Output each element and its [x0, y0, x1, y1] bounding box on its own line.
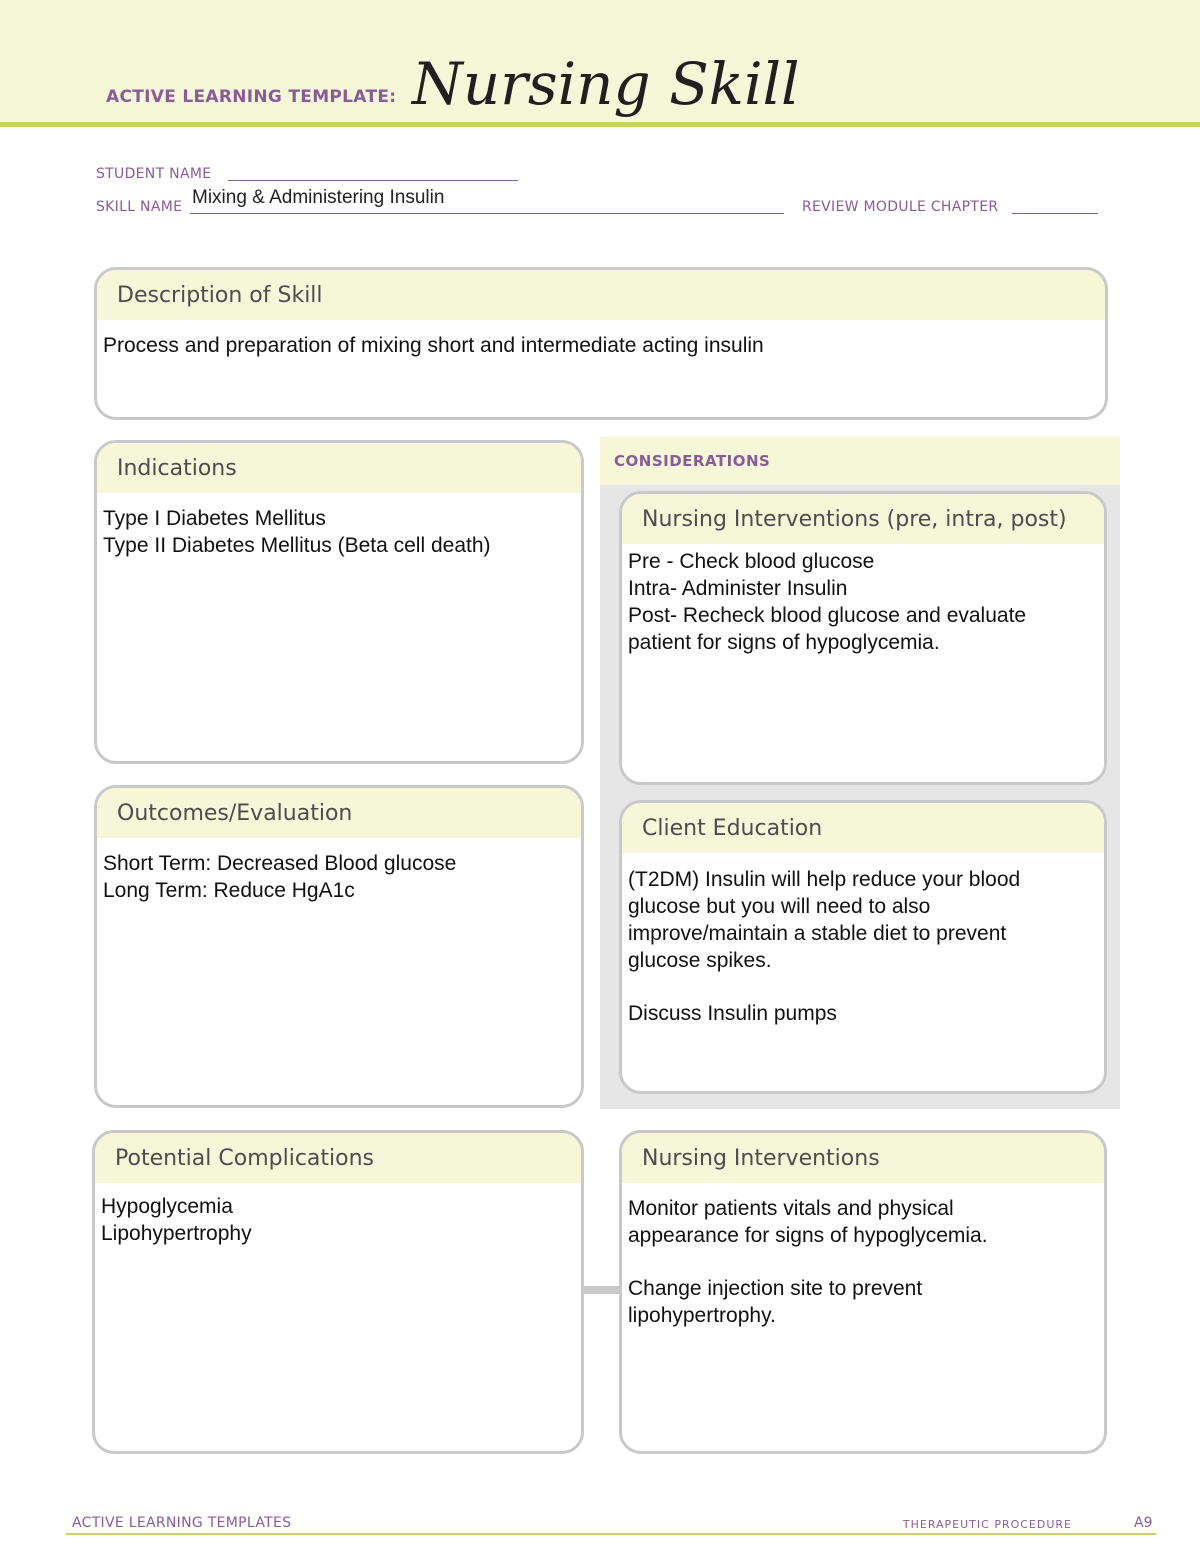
client-education-heading: Client Education	[622, 803, 1104, 853]
nursing-interventions-pip-box	[619, 491, 1107, 785]
text-line: appearance for signs of hypoglycemia.	[628, 1224, 988, 1247]
page-number: A9	[1134, 1515, 1153, 1531]
nursing-interventions-text[interactable]	[622, 1183, 1104, 1329]
complications-heading: Potential Complications	[95, 1133, 581, 1183]
skill-name-field[interactable]	[190, 213, 784, 214]
description-box	[94, 267, 1108, 420]
text-line: Post- Recheck blood glucose and evaluate	[628, 604, 1027, 627]
text-line: Change injection site to prevent	[628, 1277, 923, 1300]
description-text[interactable]	[97, 320, 1105, 359]
text-line: Short Term: Decreased Blood glucose	[103, 852, 457, 875]
footer-template-name: ACTIVE LEARNING TEMPLATES	[72, 1515, 292, 1531]
text-line: Pre - Check blood glucose	[628, 550, 875, 573]
text-line: Type I Diabetes Mellitus	[103, 507, 326, 530]
text-line: Long Term: Reduce HgA1c	[103, 879, 355, 902]
text-line: Lipohypertrophy	[101, 1222, 252, 1245]
header-rule	[0, 122, 1200, 127]
text-line: Monitor patients vitals and physical	[628, 1197, 954, 1220]
review-module-label: REVIEW MODULE CHAPTER	[802, 199, 999, 215]
skill-name-value: Mixing & Administering Insulin	[192, 187, 445, 208]
complications-text[interactable]	[95, 1183, 581, 1247]
client-education-box	[619, 800, 1107, 1094]
indications-heading: Indications	[97, 443, 581, 493]
outcomes-box	[94, 785, 584, 1108]
text-line: Hypoglycemia	[101, 1195, 233, 1218]
text-line: glucose spikes.	[628, 949, 772, 972]
student-name-label: STUDENT NAME	[96, 166, 212, 182]
outcomes-text[interactable]	[97, 838, 581, 904]
nursing-interventions-pip-heading: Nursing Interventions (pre, intra, post)	[622, 494, 1104, 544]
text-line: lipohypertrophy.	[628, 1304, 776, 1327]
footer-rule	[66, 1533, 1156, 1535]
client-education-text[interactable]	[622, 853, 1104, 1027]
footer-section: THERAPEUTIC PROCEDURE	[902, 1518, 1072, 1531]
skill-name-label: SKILL NAME	[96, 199, 183, 215]
indications-box	[94, 440, 584, 764]
text-line: Discuss Insulin pumps	[628, 1002, 837, 1025]
page-title: Nursing Skill	[412, 50, 800, 118]
student-name-field[interactable]	[228, 180, 518, 181]
template-label: ACTIVE LEARNING TEMPLATE:	[106, 87, 397, 107]
text-line: glucose but you will need to also	[628, 895, 931, 918]
review-module-field[interactable]	[1012, 213, 1098, 214]
nursing-interventions-box	[619, 1130, 1107, 1454]
nursing-interventions-pip-text[interactable]	[622, 544, 1104, 656]
nursing-interventions-heading: Nursing Interventions	[622, 1133, 1104, 1183]
considerations-heading: CONSIDERATIONS	[600, 437, 1120, 485]
text-line: (T2DM) Insulin will help reduce your blood	[628, 868, 1021, 891]
text-line: Type II Diabetes Mellitus (Beta cell death)	[103, 534, 491, 557]
indications-text[interactable]	[97, 493, 581, 559]
complications-box	[92, 1130, 584, 1454]
text-line	[628, 1249, 1098, 1275]
text-line: patient for signs of hypoglycemia.	[628, 631, 940, 654]
text-line: Intra- Administer Insulin	[628, 577, 848, 600]
description-heading: Description of Skill	[97, 270, 1105, 320]
text-line: Process and preparation of mixing short and intermediate acting insulin	[103, 334, 764, 357]
text-line	[628, 974, 1098, 1000]
text-line: improve/maintain a stable diet to prevent	[628, 922, 1007, 945]
box-connector	[582, 1286, 622, 1294]
outcomes-heading: Outcomes/Evaluation	[97, 788, 581, 838]
